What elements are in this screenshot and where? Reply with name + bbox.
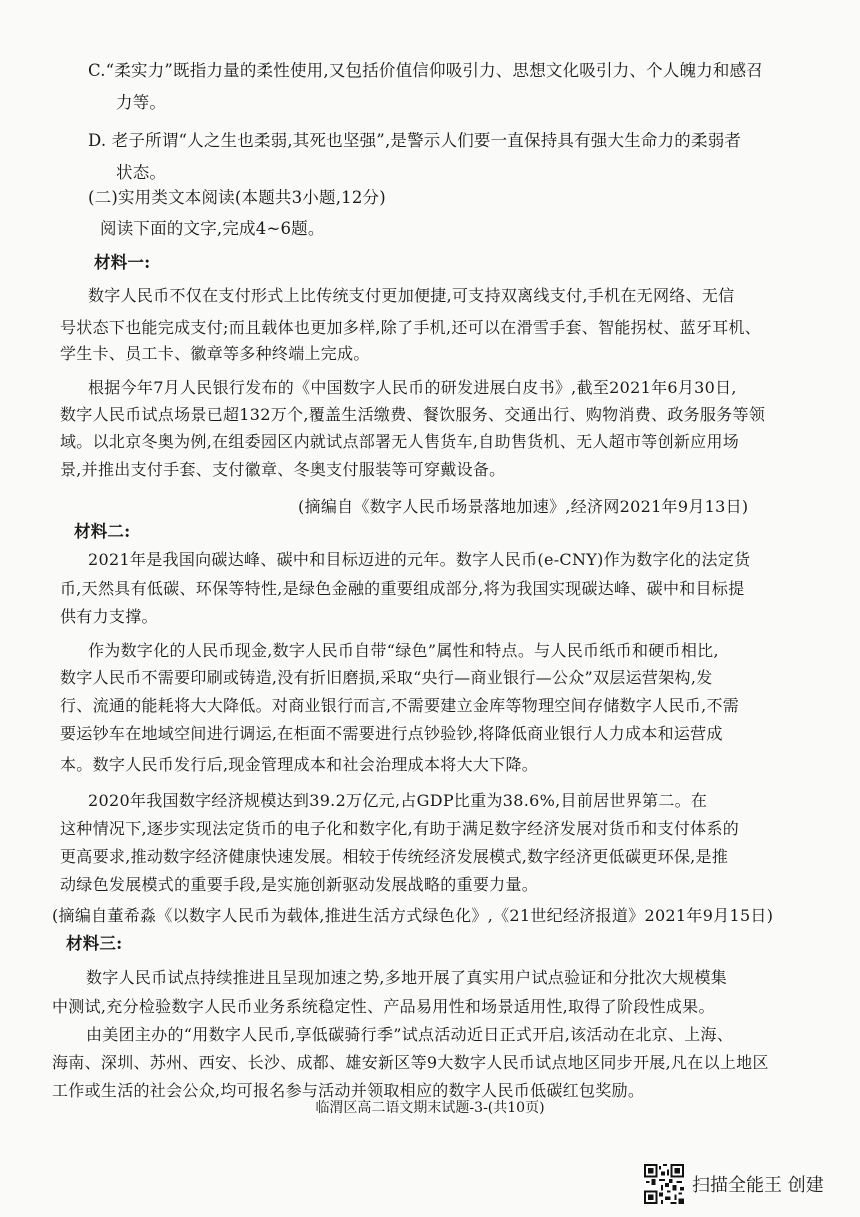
text-line: 2021年是我国向碳达峰、碳中和目标迈进的元年。数字人民币(e-CNY)作为数字化的法定货 <box>88 550 751 569</box>
text-line: 中测试,充分检验数字人民币业务系统稳定性、产品易用性和场景适用性,取得了阶段性成果。 <box>52 997 715 1016</box>
text-line: 行、流通的能耗将大大降低。对商业银行而言,不需要建立金库等物理空间存储数字人民币,不需 <box>60 696 740 715</box>
text-line: 由美团主办的“用数字人民币,享低碳骑行季”试点活动近日正式开启,该活动在北京、上海、 <box>86 1025 734 1044</box>
scanner-watermark <box>640 1158 850 1206</box>
text-line: 材料一: <box>94 253 151 272</box>
text-line: 本。数字人民币发行后,现金管理成本和社会治理成本将大大下降。 <box>60 755 539 774</box>
text-line: (摘编自董希淼《以数字人民币为载体,推进生活方式绿色化》,《21世纪经济报道》2021年9月15日) <box>52 906 774 925</box>
text-line: 供有力支撑。 <box>60 607 158 626</box>
text-line: (摘编自《数字人民币场景落地加速》,经济网2021年9月13日) <box>298 497 749 516</box>
text-line: 2020年我国数字经济规模达到39.2万亿元,占GDP比重为38.6%,目前居世界第二。在 <box>88 791 708 810</box>
text-line: 域。以北京冬奥为例,在组委园区内就试点部署无人售货车,自助售货机、无人超市等创新应用场 <box>60 432 740 451</box>
text-line: 根据今年7月人民银行发布的《中国数字人民币的研发进展白皮书》,截至2021年6月30日, <box>88 378 737 397</box>
text-line: 币,天然具有低碳、环保等特性,是绿色金融的重要组成部分,将为我国实现碳达峰、碳中和目标提 <box>60 579 745 598</box>
text-line: 号状态下也能完成支付;而且载体也更加多样,除了手机,还可以在滑雪手套、智能拐杖、蓝牙耳机、 <box>60 318 762 337</box>
text-line: 学生卡、员工卡、徽章等多种终端上完成。 <box>60 344 370 363</box>
text-line: 数字人民币试点持续推进且呈现加速之势,多地开展了真实用户试点验证和分批次大规模集 <box>86 968 728 987</box>
text-line: C.“柔实力”既指力量的柔性使用,又包括价值信仰吸引力、思想文化吸引力、个人魄力和感召 <box>88 61 763 80</box>
text-line: 状态。 <box>116 163 167 182</box>
page-footer: 临渭区高二语文期末试题-3-(共10页) <box>315 1100 545 1116</box>
text-line: 力等。 <box>116 93 167 112</box>
text-line: 动绿色发展模式的重要手段,是实施创新驱动发展战略的重要力量。 <box>60 875 539 894</box>
text-line: 要运钞车在地域空间进行调运,在柜面不需要进行点钞验钞,将降低商业银行人力成本和运营成 <box>60 724 723 743</box>
watermark-label: 扫描全能王 创建 <box>692 1175 824 1196</box>
qr-code-icon <box>644 1164 684 1204</box>
text-line: 数字人民币不仅在支付形式上比传统支付更加便捷,可支持双离线支付,手机在无网络、无信 <box>88 286 735 305</box>
text-line: 阅读下面的文字,完成4~6题。 <box>100 219 325 238</box>
text-line: 这种情况下,逐步实现法定货币的电子化和数字化,有助于满足数字经济发展对货币和支付体系的 <box>60 819 740 838</box>
text-line: 作为数字化的人民币现金,数字人民币自带“绿色”属性和特点。与人民币纸币和硬币相比, <box>88 641 719 660</box>
text-line: 景,并推出支付手套、支付徽章、冬奥支付服装等可穿戴设备。 <box>60 460 506 479</box>
text-line: 数字人民币不需要印刷或铸造,没有折旧磨损,采取“央行—商业银行—公众”双层运营架构,发 <box>60 668 713 687</box>
text-line: D. 老子所谓“人之生也柔弱,其死也坚强”,是警示人们要一直保持具有强大生命力的柔弱者 <box>88 131 742 150</box>
text-line: 材料三: <box>66 934 123 953</box>
text-line: 更高要求,推动数字经济健康快速发展。相较于传统经济发展模式,数字经济更低碳更环保,是推 <box>60 847 729 866</box>
text-line: 工作或生活的社会公众,均可报名参与活动并领取相应的数字人民币低碳红包奖励。 <box>52 1081 645 1100</box>
text-line: 数字人民币试点场景已超132万个,覆盖生活缴费、餐饮服务、交通出行、购物消费、政务服务等领 <box>60 405 766 424</box>
text-line: 材料二: <box>74 522 131 541</box>
text-line: 海南、深圳、苏州、西安、长沙、成都、雄安新区等9大数字人民币试点地区同步开展,凡在以上地区 <box>52 1053 769 1072</box>
text-line: (二)实用类文本阅读(本题共3小题,12分) <box>88 188 386 207</box>
